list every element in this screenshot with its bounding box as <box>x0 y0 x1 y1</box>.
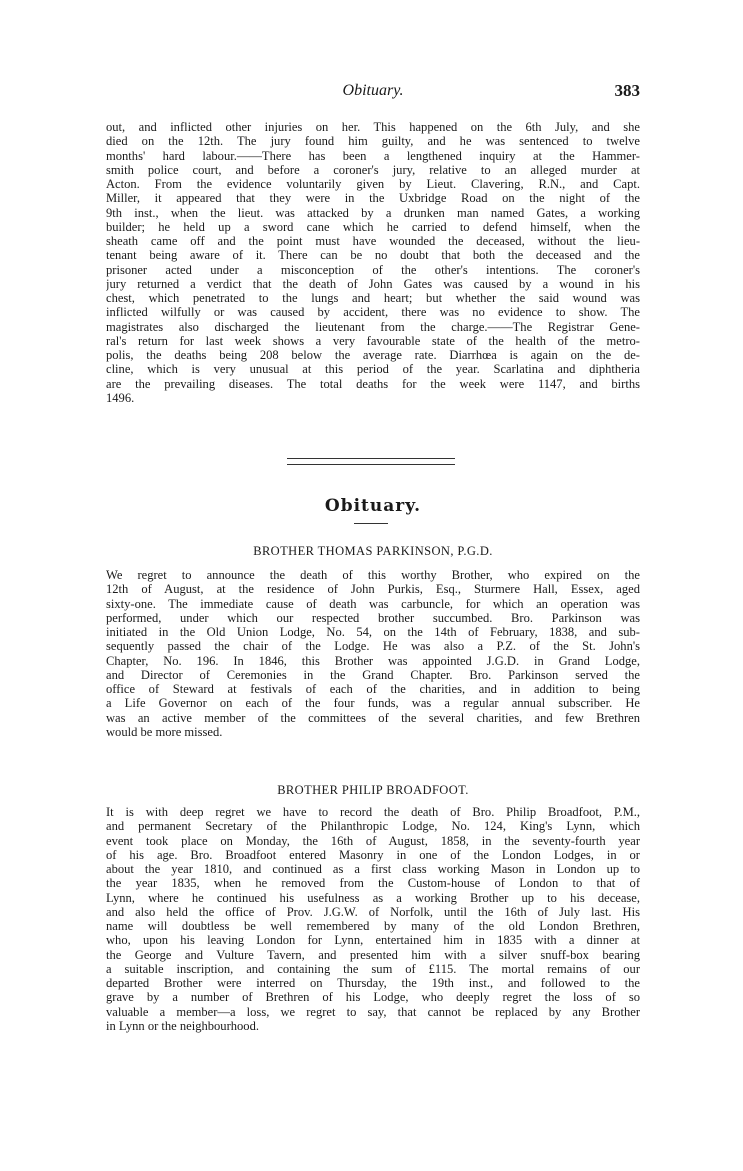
text-line: would be more missed. <box>106 724 223 739</box>
text-line: months' hard labour.——There has been a lengthened inquiry at the Hammer- <box>106 148 640 163</box>
heading-underline <box>354 523 388 524</box>
text-line: the year 1835, when he removed from the Custom-house of London to that of <box>106 876 640 891</box>
text-line: sixty-one. The immediate cause of death was carbuncle, for which an operation was <box>106 596 640 611</box>
running-head: Obituary. <box>342 82 404 99</box>
text-line: in Lynn or the neighbourhood. <box>106 1018 259 1033</box>
text-line: valuable a member—a loss, we regret to say, that cannot be replaced by any Brother <box>106 1004 640 1019</box>
text-line: builder; he held up a sword cane which he carried to defend himself, when the <box>106 219 640 234</box>
text-line: grave by a number of Brethren of his Lodge, who deeply regret the loss of so <box>106 990 640 1005</box>
text-line: smith police court, and before a coroner's jury, relative to an alleged murder at <box>106 162 640 177</box>
text-line: event took place on Monday, the 16th of August, 1858, in the seventy-fourth year <box>106 833 640 848</box>
text-line: of his age. Bro. Broadfoot entered Masonry in one of the London Lodges, in or <box>106 847 640 862</box>
page-number: 383 <box>614 81 640 100</box>
text-line: was an active member of the committees of the several charities, and few Brethren <box>106 710 640 725</box>
text-line: We regret to announce the death of this worthy Brother, who expired on the <box>106 568 640 582</box>
entry-body-parkinson <box>106 568 640 739</box>
text-line: 9th inst., when the lieut. was attacked by a drunken man named Gates, a working <box>106 205 640 220</box>
text-line: polis, the deaths being 208 below the average rate. Diarrhœa is again on the de- <box>106 348 640 362</box>
text-line: and also held the office of Prov. J.G.W. of Norfolk, until the 16th of July last. His <box>106 904 640 919</box>
text-line: inflicted wilfully or was caused by accident, there was no evidence to show. The <box>106 305 640 320</box>
text-line: Lynn, where he continued his usefulness as a working Brother up to his decease, <box>106 890 640 905</box>
text-line: name will doubtless be well remembered by many of the old London Brethren, <box>106 919 640 933</box>
continuation-paragraph <box>106 120 640 405</box>
text-line: sheath came off and the point must have wounded the deceased, without the lieu- <box>106 234 640 248</box>
text-line: a suitable inscription, and containing the sum of £115. The mortal remains of our <box>106 961 640 976</box>
text-line: Chapter, No. 196. In 1846, this Brother was appointed J.G.D. in Grand Lodge, <box>106 653 640 668</box>
text-line: a Life Governor on each of the four funds, was a regular annual subscriber. He <box>106 696 640 711</box>
text-line: ral's return for last week shows a very favourable state of the health of the metro- <box>106 333 640 348</box>
text-line: Acton. From the evidence voluntarily given by Lieut. Clavering, R.N., and Capt. <box>106 177 640 191</box>
text-line: tenant being aware of it. There can be no doubt that both the deceased and the <box>106 248 640 263</box>
text-line: performed, under which our respected brother succumbed. Bro. Parkinson was <box>106 610 640 625</box>
text-line: died on the 12th. The jury found him guilty, and he was sentenced to twelve <box>106 134 640 149</box>
section-divider <box>287 458 455 465</box>
text-line: It is with deep regret we have to record the death of Bro. Philip Broadfoot, P.M., <box>106 805 640 819</box>
text-line: initiated in the Old Union Lodge, No. 54, on the 14th of February, 1838, and sub- <box>106 625 640 639</box>
section-heading: Obituary. <box>324 496 422 516</box>
text-line: and Director of Ceremonies in the Grand Chapter. Bro. Parkinson served the <box>106 667 640 682</box>
text-line: 1496. <box>106 390 135 405</box>
text-line: who, upon his leaving London for Lynn, entertained him in 1835 with a dinner at <box>106 933 640 948</box>
entry-title-parkinson: BROTHER THOMAS PARKINSON, P.G.D. <box>253 544 493 558</box>
text-line: jury returned a verdict that the death of John Gates was caused by a wound in his <box>106 276 640 291</box>
text-line: 12th of August, at the residence of John Purkis, Esq., Sturmere Hall, Essex, aged <box>106 582 640 597</box>
text-line: are the prevailing diseases. The total deaths for the week were 1147, and births <box>106 376 640 391</box>
text-line: sequently passed the chair of the Lodge. He was also a P.Z. of the St. John's <box>106 639 640 654</box>
text-line: the George and Vulture Tavern, and presented him with a silver snuff-box bearing <box>106 947 640 962</box>
text-line: prisoner acted under a misconception of the other's intentions. The coroner's <box>106 262 640 277</box>
text-line: and permanent Secretary of the Philanthropic Lodge, No. 124, King's Lynn, which <box>106 819 640 834</box>
text-line: Miller, it appeared that they were in the Uxbridge Road on the night of the <box>106 191 640 206</box>
text-line: about the year 1810, and continued as a first class working Mason in London up to <box>106 862 640 876</box>
page-header <box>106 82 640 104</box>
text-line: chest, which penetrated to the lungs and heart; but whether the said wound was <box>106 291 640 305</box>
entry-body-broadfoot <box>106 805 640 1033</box>
text-line: office of Steward at festivals of each of the charities, and in addition to being <box>106 682 640 696</box>
text-line: out, and inflicted other injuries on her. This happened on the 6th July, and she <box>106 120 640 134</box>
text-line: magistrates also discharged the lieutenant from the charge.——The Registrar Gene- <box>106 319 640 334</box>
entry-title-broadfoot: BROTHER PHILIP BROADFOOT. <box>277 783 469 797</box>
text-line: cline, which is very unusual at this period of the year. Scarlatina and diphtheria <box>106 362 640 377</box>
text-line: departed Brother were interred on Thursday, the 19th inst., and followed to the <box>106 976 640 990</box>
